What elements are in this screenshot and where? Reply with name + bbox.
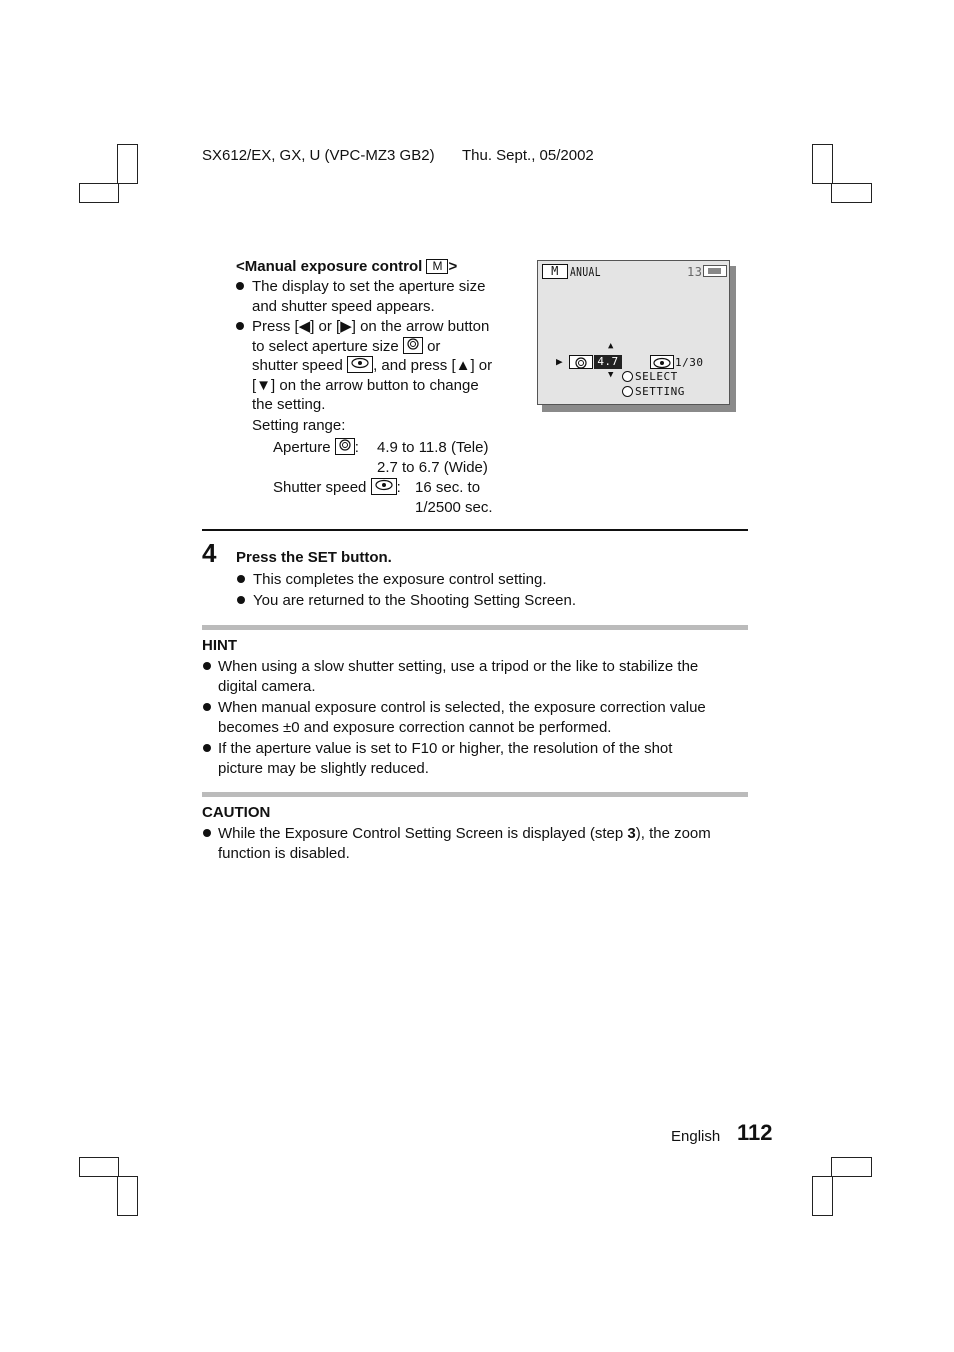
crop-mark-bottom-left-h bbox=[79, 1157, 119, 1177]
page-number: 112 bbox=[737, 1120, 773, 1145]
bullet-icon bbox=[236, 282, 244, 290]
lcd-setting-label: SETTING bbox=[635, 385, 685, 398]
step-number: 4 bbox=[202, 538, 217, 568]
text-span: Shutter speed bbox=[273, 479, 367, 496]
crop-mark-top-right-h bbox=[831, 183, 872, 203]
crop-mark-top-left-v bbox=[117, 144, 138, 184]
bullet-icon bbox=[203, 662, 211, 670]
aperture-values bbox=[377, 438, 488, 477]
crop-mark-bottom-right-h bbox=[831, 1157, 872, 1177]
crop-mark-bottom-right-v bbox=[812, 1176, 833, 1216]
step-bullet-1: This completes the exposure control setting. bbox=[253, 571, 547, 588]
lcd-screen bbox=[537, 260, 730, 405]
select-dial-icon bbox=[622, 371, 633, 382]
manual-mode-icon: M bbox=[426, 259, 448, 274]
bullet-icon bbox=[237, 575, 245, 583]
text-line: Setting range: bbox=[252, 416, 346, 434]
text-line bbox=[218, 824, 711, 844]
hint-bullet-3 bbox=[218, 739, 672, 778]
lcd-shot-count: 13 bbox=[687, 265, 703, 279]
text-line: 1/2500 sec. bbox=[415, 498, 493, 516]
text-line: digital camera. bbox=[218, 677, 316, 695]
text-span: While the Exposure Control Setting Screen is displayed (step bbox=[218, 825, 624, 842]
bullet-icon bbox=[203, 744, 211, 752]
footer-language: English bbox=[671, 1128, 721, 1145]
step-title: Press the SET button. bbox=[236, 549, 392, 566]
colon: : bbox=[354, 439, 359, 456]
crop-mark-top-left-h bbox=[79, 183, 119, 203]
lcd-select-label: SELECT bbox=[635, 370, 678, 383]
text-line: function is disabled. bbox=[218, 844, 350, 862]
shutter-values bbox=[415, 478, 493, 517]
bullet-icon bbox=[203, 829, 211, 837]
lcd-mode-text: ANUAL bbox=[570, 265, 601, 279]
hint-bullet-2 bbox=[218, 698, 706, 737]
text-line: and shutter speed appears. bbox=[252, 297, 435, 315]
caution-divider bbox=[202, 792, 748, 797]
text-line bbox=[252, 356, 492, 376]
manual-heading bbox=[236, 257, 457, 277]
lcd-shutter-icon bbox=[650, 355, 674, 369]
text-line: 2.7 to 6.7 (Wide) bbox=[377, 458, 488, 476]
text-line: the setting. bbox=[252, 396, 326, 413]
shutter-icon bbox=[347, 356, 373, 373]
lcd-shutter-value: 1/30 bbox=[675, 356, 704, 369]
text-line: When using a slow shutter setting, use a tripod or the like to stabilize the bbox=[218, 658, 699, 675]
memory-card-icon bbox=[703, 265, 727, 277]
colon: : bbox=[396, 479, 401, 496]
crop-mark-bottom-left-v bbox=[117, 1176, 138, 1216]
text-line: picture may be slightly reduced. bbox=[218, 759, 429, 777]
bullet-icon bbox=[237, 596, 245, 604]
bullet-icon bbox=[236, 322, 244, 330]
text-line bbox=[252, 337, 492, 357]
lcd-mode-icon: M bbox=[542, 264, 568, 279]
text-line: If the aperture value is set to F10 or higher, the resolution of the shot bbox=[218, 740, 673, 757]
aperture-icon bbox=[403, 337, 423, 354]
hint-title: HINT bbox=[202, 637, 237, 654]
bullet-icon bbox=[203, 703, 211, 711]
hint-divider bbox=[202, 625, 748, 630]
manual-heading-open: <Manual exposure control bbox=[236, 258, 423, 275]
text-span: , and press [▲] or bbox=[373, 357, 493, 374]
aperture-label bbox=[273, 438, 359, 458]
section-divider bbox=[202, 529, 748, 531]
text-span: to select aperture size bbox=[252, 337, 399, 355]
lcd-arrow-up-icon: ▲ bbox=[608, 341, 614, 351]
aperture-icon bbox=[335, 438, 355, 455]
text-line: The display to set the aperture size bbox=[252, 278, 486, 295]
text-line: [▼] on the arrow button to change bbox=[252, 376, 479, 394]
text-span: or bbox=[427, 337, 441, 355]
manual-bullet-1 bbox=[252, 277, 485, 316]
text-line: 4.9 to 11.8 (Tele) bbox=[377, 439, 489, 456]
step-ref: 3 bbox=[627, 825, 636, 842]
caution-title: CAUTION bbox=[202, 804, 271, 821]
text-line: 16 sec. to bbox=[415, 479, 481, 496]
lcd-arrow-right-icon: ▶ bbox=[556, 355, 564, 368]
manual-bullet-2 bbox=[252, 317, 492, 435]
header-model: SX612/EX, GX, U (VPC-MZ3 GB2) bbox=[202, 147, 435, 164]
header-date: Thu. Sept., 05/2002 bbox=[462, 147, 594, 164]
text-line: becomes ±0 and exposure correction cannot be performed. bbox=[218, 718, 612, 736]
manual-heading-close: > bbox=[448, 258, 458, 275]
text-line: Press [◀] or [▶] on the arrow button bbox=[252, 318, 490, 335]
lcd-arrow-down-icon: ▼ bbox=[608, 370, 614, 380]
text-span: shutter speed bbox=[252, 357, 343, 374]
shutter-icon bbox=[371, 478, 397, 495]
set-dial-icon bbox=[622, 386, 633, 397]
lcd-aperture-icon bbox=[569, 355, 593, 369]
text-line: When manual exposure control is selected, the exposure correction value bbox=[218, 699, 706, 716]
lcd-aperture-value: 4.7 bbox=[594, 355, 622, 369]
step-bullet-2: You are returned to the Shooting Setting Screen. bbox=[253, 592, 577, 609]
crop-mark-top-right-v bbox=[812, 144, 833, 184]
text-span: Aperture bbox=[273, 439, 331, 456]
text-span: ), the zoom bbox=[635, 825, 711, 842]
shutter-label bbox=[273, 478, 401, 498]
hint-bullet-1 bbox=[218, 657, 698, 696]
caution-bullet-1 bbox=[218, 824, 711, 863]
